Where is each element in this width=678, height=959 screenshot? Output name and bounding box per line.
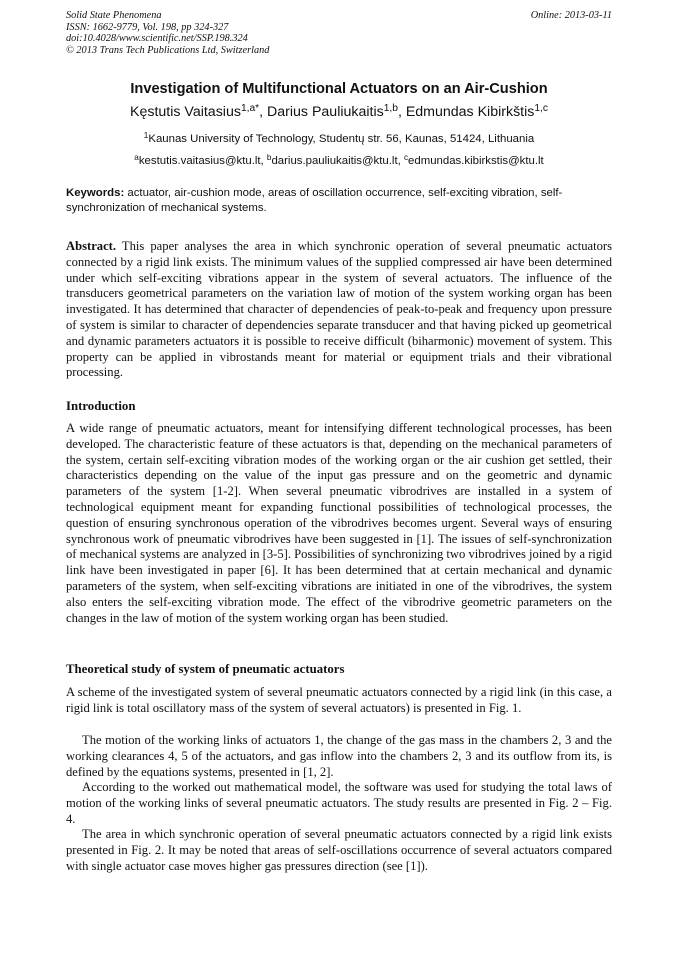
affiliation-text: Kaunas University of Technology, Studentų str. 56, Kaunas, 51424, Lithuania	[148, 133, 535, 145]
affiliation-superscript: 1	[143, 130, 149, 140]
author-superscript: 1,c	[534, 102, 548, 114]
email-list	[0, 152, 678, 167]
email-address[interactable]: edmundas.kibirkstis@ktu.lt	[408, 155, 544, 167]
issn-line: ISSN: 1662-9779, Vol. 198, pp 324-327	[66, 21, 229, 33]
introduction-paragraph: A wide range of pneumatic actuators, meant for intensifying different technological processes, has been developed. The characteristic feature of these actuators is that, depending on the mechanical parameters of the system, certain self-exciting vibration modes of the working organ or the air cushion get settled, their characteristics depending on the value of the input gas pressure and on the geometric and dynamic parameters of the system [1-2]. When several pneumatic vibrodrives are installed in a system of technological equipment meant for expanding functional possibilities of technological processes, the question of ensuring synchronous operation of the vibrodrives becomes urgent. Several ways of ensuring synchronous work of pneumatic vibrodrives have been suggested in [1]. The issues of self-synchronization of mechanical systems are analyzed in [3-5]. Possibilities of synchronizing two vibrodrives joined by a rigid link have been investigated in paper [6]. It has been determined that at certain mechanical and dynamic parameters of the system, when self-exciting vibrations are initiated in one of the vibrodrives, the system also enters the self-exciting vibration mode. The effect of the vibrodrive geometric parameters on the changes in the law of motion of the system working organ has been studied.	[66, 421, 612, 625]
keywords	[66, 186, 612, 216]
author-separator: ,	[259, 104, 268, 120]
theory-paragraph-2: The motion of the working links of actuators 1, the change of the gas mass in the chambers 2, 3 and the working clearances 4, 5 of the actuators, and gas inflow into the chambers 2, 3 and its outflow from its, is defined by the equations systems, presented in [1, 2].	[66, 733, 612, 779]
author-name: Kęstutis Vaitasius	[130, 104, 241, 120]
doi-line: doi:10.4028/www.scientific.net/SSP.198.324	[66, 33, 248, 45]
page-header	[66, 10, 612, 56]
paper-title: Investigation of Multifunctional Actuators on an Air-Cushion	[130, 81, 548, 97]
author-superscript: 1,a*	[240, 102, 260, 114]
author-name: Edmundas Kibirkštis	[405, 104, 535, 120]
email-superscript: c	[403, 152, 409, 162]
affiliation	[0, 130, 678, 145]
abstract-text: This paper analyses the area in which synchronic operation of several pneumatic actuators connected by a rigid link exists. The minimum values of the supplied compressed air have been determined under which self-exciting vibrations appear in the system of several actuators. The influence of the transducers geometrical parameters on the variation law of motion of the system working organ has been investigated. It has determined that character of dependencies of peak-to-peak and frequency upon pressure of system is similar to character of dependencies separate transducer and that having picked up geometrical and dynamic parameters actuators it is possible to receive difficult (biharmonic) movement of system. This property can be applied in vibrostands meant for material or equipment trials and their vibrational processing.	[66, 239, 612, 380]
author-name: Darius Pauliukaitis	[267, 104, 384, 120]
keywords-text: actuator, air-cushion mode, areas of oscillation occurrence, self-exciting vibration, self-synchronization of mechanical systems.	[66, 187, 563, 214]
author-list	[0, 104, 678, 120]
section-heading-theory: Theoretical study of system of pneumatic actuators	[66, 662, 345, 676]
journal-name: Solid State Phenomena	[66, 10, 162, 21]
email-address[interactable]: darius.pauliukaitis@ktu.lt,	[271, 155, 404, 167]
abstract-label: Abstract.	[66, 239, 117, 253]
author-separator: ,	[397, 104, 406, 120]
abstract	[66, 239, 612, 381]
copyright-line: © 2013 Trans Tech Publications Ltd, Switzerland	[66, 44, 270, 56]
theory-paragraph-4: The area in which synchronic operation of several pneumatic actuators connected by a rigid link exists presented in Fig. 2. It may be noted that areas of self-oscillations occurrence of several actuators compared with single actuator case moves higher gas pressures direction (see [1]).	[66, 827, 612, 873]
email-address[interactable]: kestutis.vaitasius@ktu.lt,	[138, 155, 267, 167]
email-superscript: b	[266, 152, 272, 162]
theory-paragraph-1: A scheme of the investigated system of several pneumatic actuators connected by a rigid link (in this case, a rigid link is total oscillatory mass of the system of several actuators) is presented in Fig. 1.	[66, 685, 612, 715]
theory-paragraph-3: According to the worked out mathematical model, the software was used for studying the total laws of motion of the working links of several pneumatic actuators. The study results are presented in Fig. 2 – Fig. 4.	[66, 780, 612, 826]
keywords-label: Keywords:	[66, 187, 125, 199]
author-superscript: 1,b	[383, 102, 398, 114]
email-superscript: a	[134, 152, 139, 162]
online-date: Online: 2013-03-11	[530, 10, 612, 21]
section-heading-introduction: Introduction	[66, 399, 136, 413]
